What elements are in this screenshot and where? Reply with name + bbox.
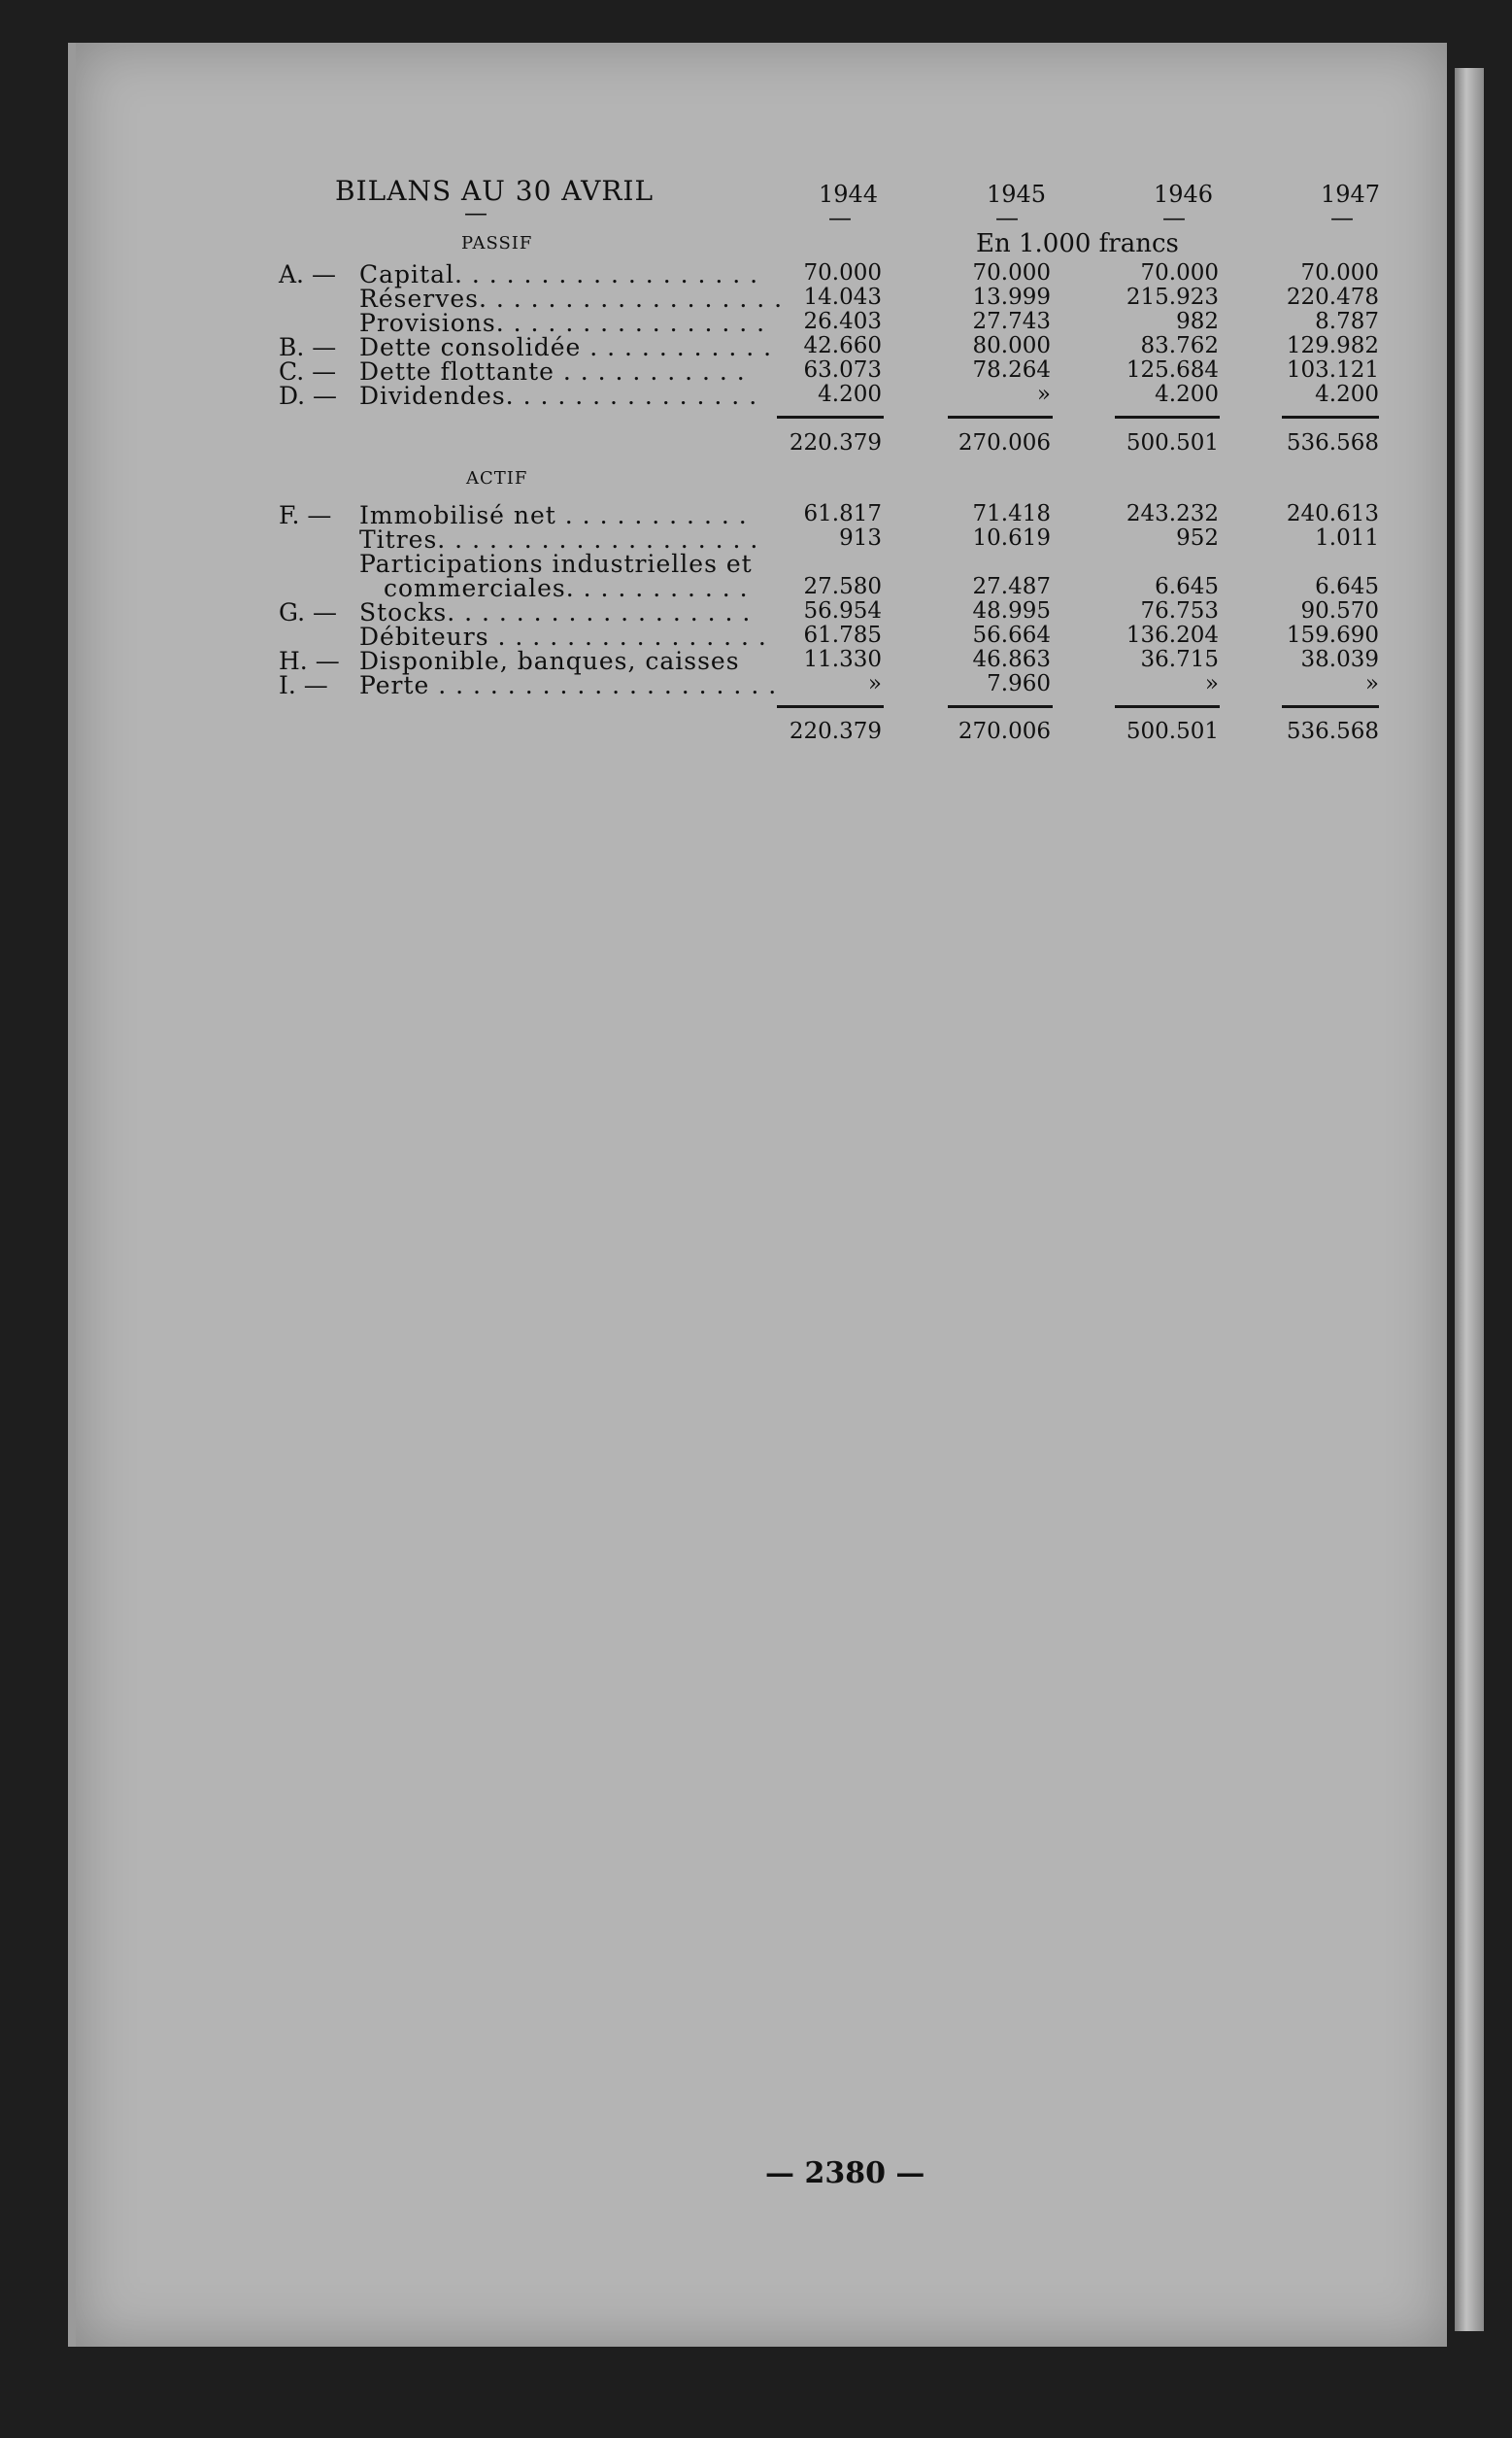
total-value-1946: 500.501 — [1126, 719, 1219, 744]
row-label: Réserves. . . . . . . . . . . . . . . . . . — [359, 285, 784, 313]
year-1946: 1946 — [1154, 181, 1214, 208]
row-label: Perte . . . . . . . . . . . . . . . . . . . . — [359, 671, 778, 699]
year-1947: 1947 — [1321, 181, 1381, 208]
row-value-1945: 48.995 — [972, 598, 1051, 624]
row-value-1946: 83.762 — [1140, 333, 1219, 358]
row-value-1945: 27.487 — [972, 574, 1051, 599]
row-value-1947: 70.000 — [1300, 260, 1379, 286]
row-value-1947: 8.787 — [1315, 309, 1379, 334]
row-letter: I. — — [279, 671, 328, 699]
row-value-1944: 913 — [839, 525, 882, 551]
row-label: Participations industrielles et — [359, 550, 753, 578]
row-label: Immobilisé net . . . . . . . . . . . — [359, 501, 748, 529]
row-value-1944: 56.954 — [803, 598, 882, 624]
total-rule — [1282, 416, 1379, 419]
row-letter: H. — — [279, 647, 340, 675]
row-value-1945: 78.264 — [972, 357, 1051, 383]
page-edge-left — [68, 43, 76, 2347]
row-letter: C. — — [279, 357, 337, 386]
row-value-1945: 80.000 — [972, 333, 1051, 358]
row-value-1947: 1.011 — [1315, 525, 1379, 551]
total-rule — [948, 416, 1053, 419]
total-value-1945: 270.006 — [958, 719, 1051, 744]
row-label: Titres. . . . . . . . . . . . . . . . . . . — [359, 525, 759, 554]
row-value-1945: » — [1036, 382, 1051, 407]
row-value-1945: 13.999 — [972, 285, 1051, 310]
row-label: Capital. . . . . . . . . . . . . . . . . . — [359, 260, 759, 288]
row-value-1946: 982 — [1176, 309, 1219, 334]
row-value-1946: » — [1204, 671, 1219, 696]
row-value-1947: 90.570 — [1300, 598, 1379, 624]
row-value-1947: 240.613 — [1286, 501, 1379, 526]
page-number: — 2380 — — [765, 2156, 925, 2190]
row-value-1944: » — [867, 671, 882, 696]
row-value-1944: 11.330 — [803, 647, 882, 672]
row-value-1946: 136.204 — [1126, 623, 1219, 648]
row-value-1947: 103.121 — [1286, 357, 1379, 383]
passif-heading: PASSIF — [461, 233, 533, 254]
row-label: Dette flottante . . . . . . . . . . . — [359, 357, 746, 386]
row-value-1946: 36.715 — [1140, 647, 1219, 672]
row-value-1945: 70.000 — [972, 260, 1051, 286]
total-value-1944: 220.379 — [789, 430, 882, 456]
row-value-1946: 125.684 — [1126, 357, 1219, 383]
actif-heading: ACTIF — [466, 468, 528, 489]
row-label: Provisions. . . . . . . . . . . . . . . . — [359, 309, 766, 337]
row-value-1945: 27.743 — [972, 309, 1051, 334]
year-1945: 1945 — [987, 181, 1047, 208]
row-value-1944: 70.000 — [803, 260, 882, 286]
row-value-1945: 56.664 — [972, 623, 1051, 648]
row-value-1947: 220.478 — [1286, 285, 1379, 310]
row-letter: B. — — [279, 333, 337, 361]
row-letter: F. — — [279, 501, 332, 529]
row-label: Dividendes. . . . . . . . . . . . . . . — [359, 382, 758, 410]
row-label: Disponible, banques, caisses — [359, 647, 740, 675]
row-value-1947: 6.645 — [1315, 574, 1379, 599]
total-value-1946: 500.501 — [1126, 430, 1219, 456]
row-value-1947: 4.200 — [1315, 382, 1379, 407]
year-dash-1945: — — [995, 204, 1019, 231]
total-rule — [1115, 705, 1220, 708]
row-value-1947: 129.982 — [1286, 333, 1379, 358]
total-rule — [1115, 416, 1220, 419]
row-letter: D. — — [279, 382, 338, 410]
row-value-1947: » — [1364, 671, 1379, 696]
row-value-1946: 70.000 — [1140, 260, 1219, 286]
row-value-1946: 952 — [1176, 525, 1219, 551]
year-dash-1946: — — [1162, 204, 1186, 231]
row-value-1946: 4.200 — [1155, 382, 1219, 407]
total-rule — [777, 705, 884, 708]
row-value-1945: 71.418 — [972, 501, 1051, 526]
row-value-1944: 26.403 — [803, 309, 882, 334]
row-value-1945: 10.619 — [972, 525, 1051, 551]
row-label-continued: commerciales. . . . . . . . . . . — [384, 574, 749, 602]
year-1944: 1944 — [819, 181, 879, 208]
year-dash-1947: — — [1330, 204, 1354, 231]
row-value-1944: 14.043 — [803, 285, 882, 310]
row-value-1944: 4.200 — [818, 382, 882, 407]
row-value-1946: 6.645 — [1155, 574, 1219, 599]
row-value-1944: 63.073 — [803, 357, 882, 383]
row-value-1947: 38.039 — [1300, 647, 1379, 672]
row-value-1945: 7.960 — [987, 671, 1051, 696]
row-value-1946: 76.753 — [1140, 598, 1219, 624]
total-value-1947: 536.568 — [1286, 719, 1379, 744]
total-value-1945: 270.006 — [958, 430, 1051, 456]
row-label: Dette consolidée . . . . . . . . . . . — [359, 333, 773, 361]
book-spine — [1455, 68, 1484, 2331]
year-dash-1944: — — [828, 204, 852, 231]
total-rule — [777, 416, 884, 419]
row-value-1947: 159.690 — [1286, 623, 1379, 648]
total-value-1947: 536.568 — [1286, 430, 1379, 456]
row-letter: A. — — [279, 260, 336, 288]
total-rule — [1282, 705, 1379, 708]
row-label: Débiteurs . . . . . . . . . . . . . . . . — [359, 623, 767, 651]
row-value-1945: 46.863 — [972, 647, 1051, 672]
title-underline: — — [464, 199, 487, 226]
row-value-1944: 61.785 — [803, 623, 882, 648]
row-value-1946: 215.923 — [1126, 285, 1219, 310]
total-value-1944: 220.379 — [789, 719, 882, 744]
row-letter: G. — — [279, 598, 337, 626]
row-value-1946: 243.232 — [1126, 501, 1219, 526]
row-value-1944: 42.660 — [803, 333, 882, 358]
row-label: Stocks. . . . . . . . . . . . . . . . . . — [359, 598, 752, 626]
unit-note: En 1.000 francs — [976, 229, 1179, 258]
row-value-1944: 27.580 — [803, 574, 882, 599]
table-title: BILANS AU 30 AVRIL — [335, 175, 655, 207]
row-value-1944: 61.817 — [803, 501, 882, 526]
total-rule — [948, 705, 1053, 708]
